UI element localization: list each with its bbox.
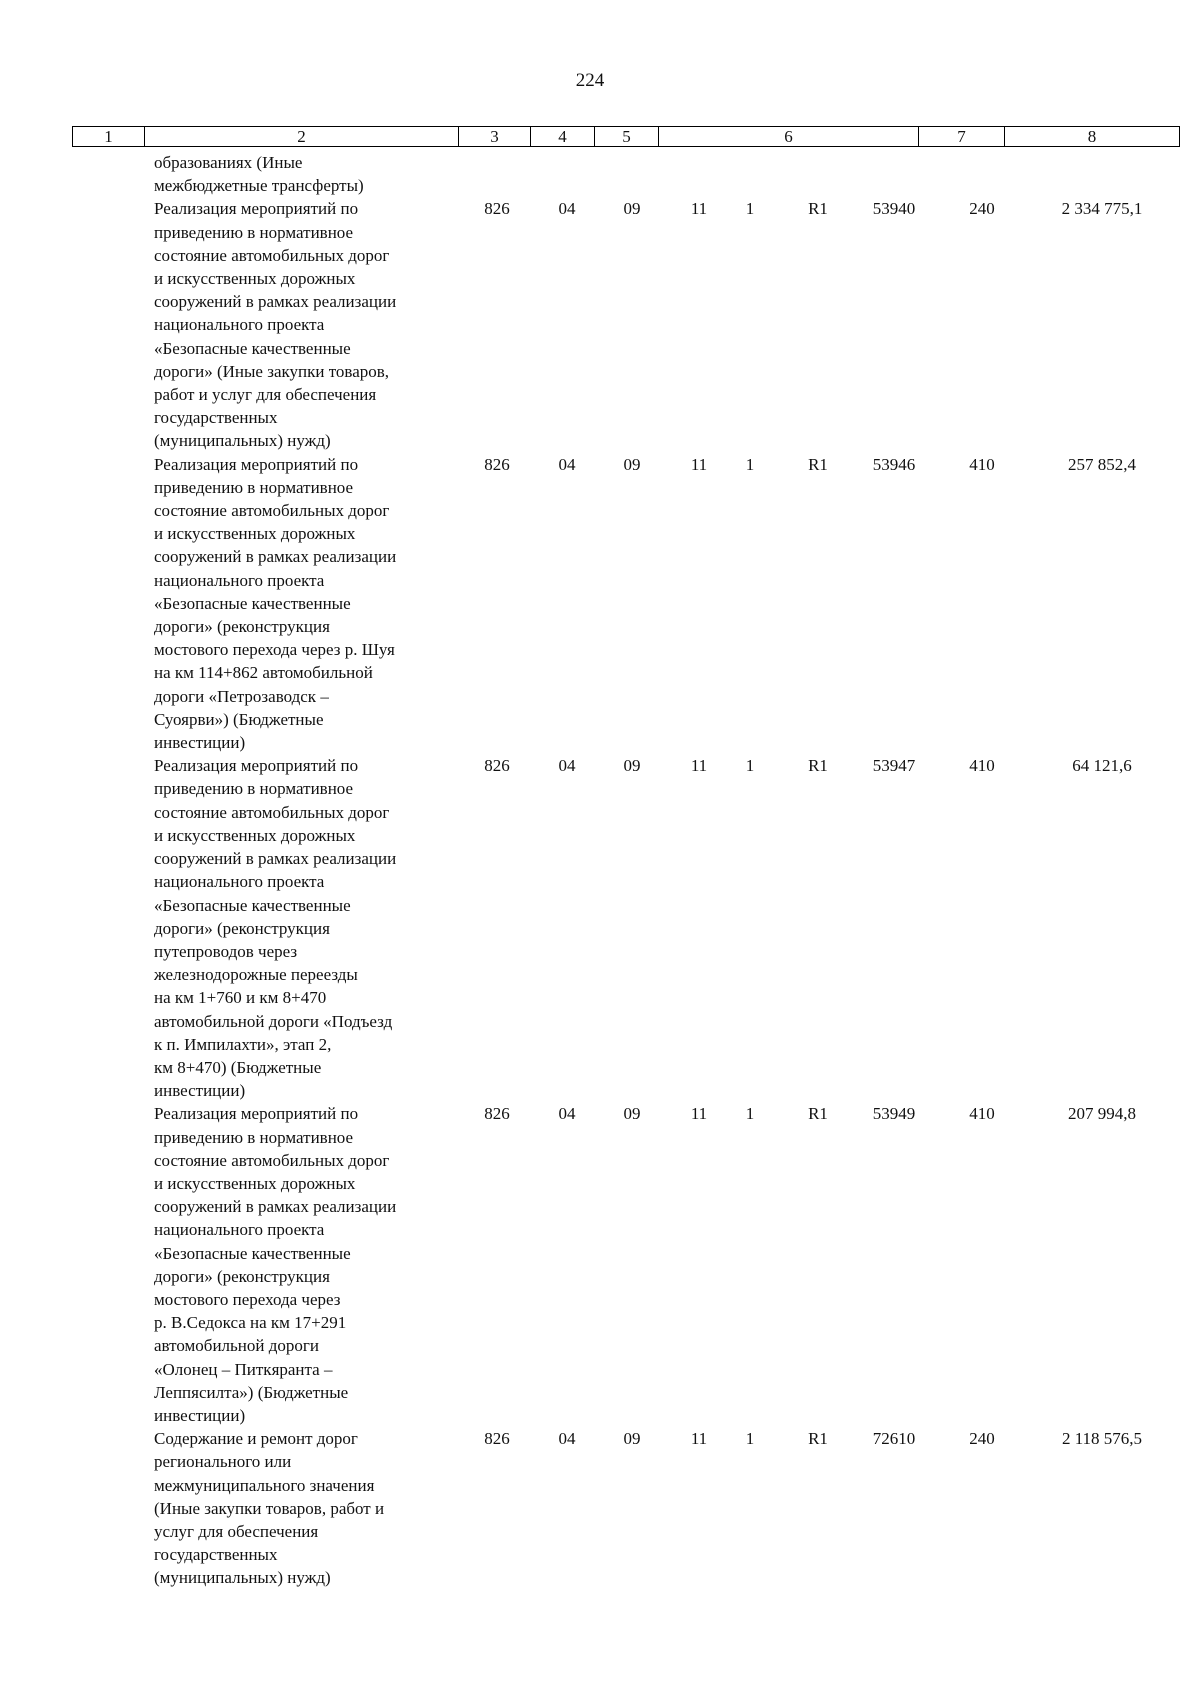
direction-code: 53940 [872, 199, 916, 219]
expense-type-code: 240 [969, 199, 995, 219]
direction-code: 53949 [872, 1104, 916, 1124]
column-header-3: 3 [459, 127, 531, 147]
subsection-code: 09 [623, 1429, 641, 1449]
row-description: Реализация мероприятий по приведению в нормативное состояние автомобильных дорог и искусственных дорожных сооружений в рамках реализации национального проекта «Безопасные качественные дороги» (реконструкция мостового перехода через р. В.Седокса на км 17+291 автомобильной дороги «Олонец – Питкяранта – Леппясилта») (Бюджетные инвестиции) [154, 1104, 397, 1425]
table-row [72, 197, 1179, 452]
subsection-code: 09 [623, 756, 641, 776]
ministry-code: 826 [484, 1104, 510, 1124]
ministry-code: 826 [484, 454, 510, 474]
column-header-6: 6 [659, 127, 919, 147]
section-code: 04 [558, 454, 576, 474]
subprogram-code: 1 [745, 756, 755, 776]
amount: 257 852,4 [1068, 454, 1136, 474]
program-code: 11 [690, 1429, 708, 1449]
column-header-row [73, 127, 1180, 147]
table-row [72, 1102, 1179, 1427]
row-description: Реализация мероприятий по приведению в нормативное состояние автомобильных дорог и искусственных дорожных сооружений в рамках реализации национального проекта «Безопасные качественные дороги» (реконструкция мостового перехода через р. Шуя на км 114+862 автомобильной дороги «Петрозаводск – Суоярви») (Бюджетные инвестиции) [154, 454, 397, 753]
amount: 2 118 576,5 [1061, 1429, 1143, 1449]
subsection-code: 09 [623, 1104, 641, 1124]
program-code: 11 [690, 199, 708, 219]
project-code: R1 [808, 454, 828, 474]
section-code: 04 [558, 199, 576, 219]
table-row [72, 754, 1179, 1102]
subprogram-code: 1 [745, 1104, 755, 1124]
subprogram-code: 1 [745, 1429, 755, 1449]
expense-type-code: 410 [969, 454, 995, 474]
ministry-code: 826 [484, 756, 510, 776]
row-description: Содержание и ремонт дорог регионального или межмуниципального значения (Иные закупки товаров, работ и услуг для обеспечения государственных (муниципальных) нужд) [154, 1429, 385, 1588]
direction-code: 53947 [872, 756, 916, 776]
section-code: 04 [558, 756, 576, 776]
program-code: 11 [690, 1104, 708, 1124]
column-header-1: 1 [73, 127, 145, 147]
subsection-code: 09 [623, 199, 641, 219]
project-code: R1 [808, 1104, 828, 1124]
amount: 2 334 775,1 [1061, 199, 1143, 219]
subprogram-code: 1 [745, 454, 755, 474]
column-header-8: 8 [1005, 127, 1180, 147]
project-code: R1 [808, 1429, 828, 1449]
table-row [72, 1427, 1179, 1589]
table-row [72, 453, 1179, 755]
ministry-code: 826 [484, 199, 510, 219]
amount: 207 994,8 [1068, 1104, 1136, 1124]
page-number: 224 [575, 70, 605, 91]
expense-type-code: 410 [969, 756, 995, 776]
column-header-2: 2 [145, 127, 459, 147]
section-code: 04 [558, 1104, 576, 1124]
table-row [72, 151, 1179, 197]
project-code: R1 [808, 756, 828, 776]
direction-code: 53946 [872, 454, 916, 474]
row-description: Реализация мероприятий по приведению в нормативное состояние автомобильных дорог и искусственных дорожных сооружений в рамках реализации национального проекта «Безопасные качественные дороги» (Иные закупки товаров, работ и услуг для обеспечения государственных (муниципальных) нужд) [154, 199, 397, 451]
expense-type-code: 410 [969, 1104, 995, 1124]
column-header-7: 7 [919, 127, 1005, 147]
expense-type-code: 240 [969, 1429, 995, 1449]
column-header-4: 4 [531, 127, 595, 147]
program-code: 11 [690, 756, 708, 776]
table-body [72, 151, 1179, 1590]
program-code: 11 [690, 454, 708, 474]
amount: 64 121,6 [1072, 756, 1132, 776]
direction-code: 72610 [872, 1429, 916, 1449]
row-description: Реализация мероприятий по приведению в нормативное состояние автомобильных дорог и искусственных дорожных сооружений в рамках реализации национального проекта «Безопасные качественные дороги» (реконструкция путепроводов через железнодорожные переезды на км 1+760 и км 8+470 автомобильной дороги «Подъезд к п. Импилахти», этап 2, км 8+470) (Бюджетные инвестиции) [154, 756, 397, 1101]
row-description: образованиях (Иные межбюджетные трансферты) [154, 153, 364, 196]
column-header-5: 5 [595, 127, 659, 147]
subprogram-code: 1 [745, 199, 755, 219]
column-header-table [72, 126, 1180, 147]
subsection-code: 09 [623, 454, 641, 474]
project-code: R1 [808, 199, 828, 219]
section-code: 04 [558, 1429, 576, 1449]
ministry-code: 826 [484, 1429, 510, 1449]
